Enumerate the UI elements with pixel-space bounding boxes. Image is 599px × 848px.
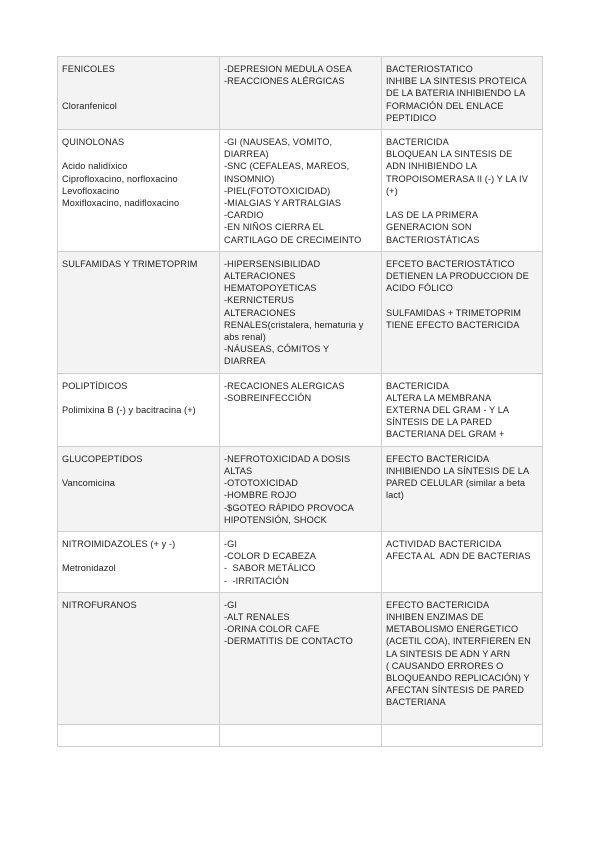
table-body [58, 57, 543, 747]
cell-text-line: PARED CELULAR (similar a beta [386, 478, 526, 489]
drug-class-cell [58, 592, 220, 724]
cell-text-line: METABOLISMO ENERGETICO [386, 624, 519, 635]
cell-text-line: QUINOLONAS [62, 137, 125, 148]
cell-text-line: ACIDO FÓLICO [386, 283, 454, 294]
cell-text-line: EXTERNA DEL GRAM - Y LA [386, 405, 510, 416]
cell-text-line: ALTAS [224, 465, 253, 476]
cell-text-line: -DERMATITIS DE CONTACTO [224, 636, 353, 647]
drug-class-cell [58, 373, 220, 446]
cell-text-line: -GI [224, 538, 238, 549]
cell-text-line: BACTERIANA DEL GRAM + [386, 429, 505, 440]
cell-text-line: ALTERACIONES [224, 307, 296, 318]
cell-text-line: INHIBE LA SINTESIS PROTEICA [386, 76, 527, 87]
adverse-effects-cell [220, 373, 382, 446]
mechanism-cell [382, 446, 543, 531]
cell-text-line: HIPOTENSIÓN, SHOCK [224, 514, 327, 525]
cell-text-line: abs renal) [224, 332, 266, 343]
cell-text-line: GLUCOPEPTIDOS [62, 453, 143, 464]
cell-text-line: ALTERA LA MEMBRANA [386, 392, 492, 403]
cell-text-line: RENALES(cristalera, hematuria y [224, 319, 364, 330]
cell-text-line: TIENE EFECTO BACTERICIDA [386, 319, 520, 330]
cell-text-line: ( CAUSANDO ERRORES O [386, 660, 504, 671]
cell-text-line: -KERNICTERUS [224, 295, 295, 306]
cell-text-line: LAS DE LA PRIMERA [386, 210, 479, 221]
adverse-effects-cell [220, 592, 382, 724]
cell-text-line: -NÁUSEAS, CÓMITOS Y [224, 344, 330, 355]
mechanism-cell [382, 251, 543, 373]
cell-text-line: Cloranfenicol [62, 100, 117, 111]
cell-text-line: DE LA BATERIA INHIBIENDO LA [386, 88, 526, 99]
cell-text-line: SULFAMIDAS Y TRIMETOPRIM [62, 258, 198, 269]
table-row [58, 724, 543, 746]
cell-text-line: -COLOR D ECABEZA [224, 551, 316, 562]
cell-text-line: BACTERIANA [386, 697, 446, 708]
cell-text-line: DIARREA) [224, 149, 269, 160]
cell-text-line: EFECTO BACTERICIDA [386, 453, 490, 464]
cell-text-line [62, 550, 215, 562]
cell-text-line: -REACCIONES ALÉRGICAS [224, 76, 345, 87]
cell-text-line: -MIALGIAS Y ARTRALGIAS [224, 198, 342, 209]
cell-text-line [386, 197, 538, 209]
adverse-effects-cell [220, 724, 382, 746]
cell-text-line: INHIBIENDO LA SÍNTESIS DE LA [386, 465, 530, 476]
table-row [58, 57, 543, 130]
cell-text-line: BACTERICIDA [386, 380, 449, 391]
cell-text-line: -SNC (CEFALEAS, MAREOS, [224, 161, 350, 172]
cell-text-line: lact) [386, 490, 404, 501]
cell-text-line: -HIPERSENSIBILIDAD [224, 258, 321, 269]
cell-text-line: ALTERACIONES [224, 271, 296, 282]
cell-text-line: BLOQUEAN LA SINTESIS DE [386, 149, 513, 160]
cell-text-line: HEMATOPOYETICAS [224, 283, 317, 294]
table-row [58, 251, 543, 373]
cell-text-line: ACTIVIDAD BACTERICIDA [386, 538, 502, 549]
adverse-effects-cell [220, 531, 382, 592]
cell-text-line: Levofloxacino [62, 185, 120, 196]
cell-text-line: -GI [224, 599, 238, 610]
cell-text-line [62, 465, 215, 477]
cell-text-line: NITROIMIDAZOLES (+ y -) [62, 538, 176, 549]
cell-text-line [62, 75, 215, 87]
drug-class-cell [58, 446, 220, 531]
cell-text-line: Acido nalidíxico [62, 161, 128, 172]
adverse-effects-cell [220, 251, 382, 373]
cell-text-line: AFECTAN SÍNTESIS DE PARED [386, 685, 524, 696]
mechanism-cell [382, 724, 543, 746]
cell-text-line: -CARDIO [224, 210, 264, 221]
cell-text-line: -PIEL(FOTOTOXICIDAD) [224, 185, 331, 196]
cell-text-line: CARTILAGO DE CRECIMEINTO [224, 234, 362, 245]
adverse-effects-cell [220, 57, 382, 130]
adverse-effects-cell [220, 446, 382, 531]
cell-text-line [386, 294, 538, 306]
cell-text-line: -SOBREINFECCIÓN [224, 392, 312, 403]
mechanism-cell [382, 130, 543, 252]
cell-text-line: AFECTA AL ADN DE BACTERIAS [386, 551, 531, 562]
cell-text-line: ADN INHIBIENDO LA [386, 161, 478, 172]
cell-text-line: FORMACIÓN DEL ENLACE [386, 100, 504, 111]
cell-text-line: POLIPTÍDICOS [62, 380, 128, 391]
cell-text-line: LA SINTESIS DE ADN Y ARN [386, 648, 511, 659]
cell-text-line: -GI (NAUSEAS, VOMITO, [224, 137, 333, 148]
antibiotics-table [57, 56, 543, 747]
cell-text-line: EFCETO BACTERIOSTÁTICO [386, 258, 515, 269]
cell-text-line: -NEFROTOXICIDAD A DOSIS [224, 453, 351, 464]
mechanism-cell [382, 531, 543, 592]
cell-text-line: TROPOISOMERASA II (-) Y LA IV [386, 173, 528, 184]
table-row [58, 592, 543, 724]
cell-text-line [62, 392, 215, 404]
cell-text-line: NITROFURANOS [62, 599, 137, 610]
table-row [58, 373, 543, 446]
cell-text-line: -HOMBRE ROJO [224, 490, 297, 501]
adverse-effects-cell [220, 130, 382, 252]
mechanism-cell [382, 373, 543, 446]
cell-text-line: -OTOTOXICIDAD [224, 478, 298, 489]
cell-text-line: BACTERIOSTÁTICAS [386, 234, 480, 245]
cell-text-line: -RECACIONES ALERGICAS [224, 380, 345, 391]
cell-text-line: Vancomicina [62, 478, 116, 489]
cell-text-line: SÍNTESIS DE LA PARED [386, 417, 492, 428]
cell-text-line: -ORINA COLOR CAFE [224, 624, 320, 635]
drug-class-cell [58, 531, 220, 592]
cell-text-line: - SABOR METÁLICO [224, 563, 316, 574]
drug-class-cell [58, 724, 220, 746]
table-row [58, 531, 543, 592]
drug-class-cell [58, 57, 220, 130]
table-row [58, 446, 543, 531]
cell-text-line [62, 148, 215, 160]
cell-text-line: BACTERIOSTATICO [386, 64, 473, 74]
drug-class-cell [58, 251, 220, 373]
cell-text-line: (+) [386, 185, 398, 196]
cell-text-line: EFECTO BACTERICIDA [386, 599, 490, 610]
cell-text-line: -$GOTEO RÁPIDO PROVOCA [224, 502, 354, 513]
cell-text-line: INSOMNIO) [224, 173, 275, 184]
cell-text-line: INHIBEN ENZIMAS DE [386, 611, 484, 622]
cell-text-line: Metronidazol [62, 563, 116, 574]
mechanism-cell [382, 592, 543, 724]
cell-text-line: BLOQUEANDO REPLICACIÓN) Y [386, 672, 530, 683]
cell-text-line: PEPTIDICO [386, 112, 437, 123]
table-row [58, 130, 543, 252]
cell-text-line: BACTERICIDA [386, 137, 449, 148]
cell-text-line: DIARREA [224, 356, 266, 367]
cell-text-line: GENERACION SON [386, 222, 472, 233]
cell-text-line: -DEPRESION MEDULA OSEA [224, 64, 352, 74]
drug-class-cell [58, 130, 220, 252]
cell-text-line: Ciprofloxacino, norfloxacino [62, 173, 178, 184]
cell-text-line [62, 87, 215, 99]
cell-text-line: SULFAMIDAS + TRIMETOPRIM [386, 307, 522, 318]
cell-text-line: Moxifloxacino, nadifloxacino [62, 198, 180, 209]
cell-text-line: FENICOLES [62, 64, 115, 74]
cell-text-line: -ALT RENALES [224, 611, 290, 622]
cell-text-line: - -IRRITACIÓN [224, 575, 290, 586]
cell-text-line: -EN NIÑOS CIERRA EL [224, 222, 324, 233]
cell-text-line: DETIENEN LA PRODUCCION DE [386, 271, 529, 282]
cell-text-line: (ACETIL COA), INTERFIEREN EN [386, 636, 531, 647]
mechanism-cell [382, 57, 543, 130]
cell-text-line: Polimixina B (-) y bacitracina (+) [62, 405, 196, 416]
